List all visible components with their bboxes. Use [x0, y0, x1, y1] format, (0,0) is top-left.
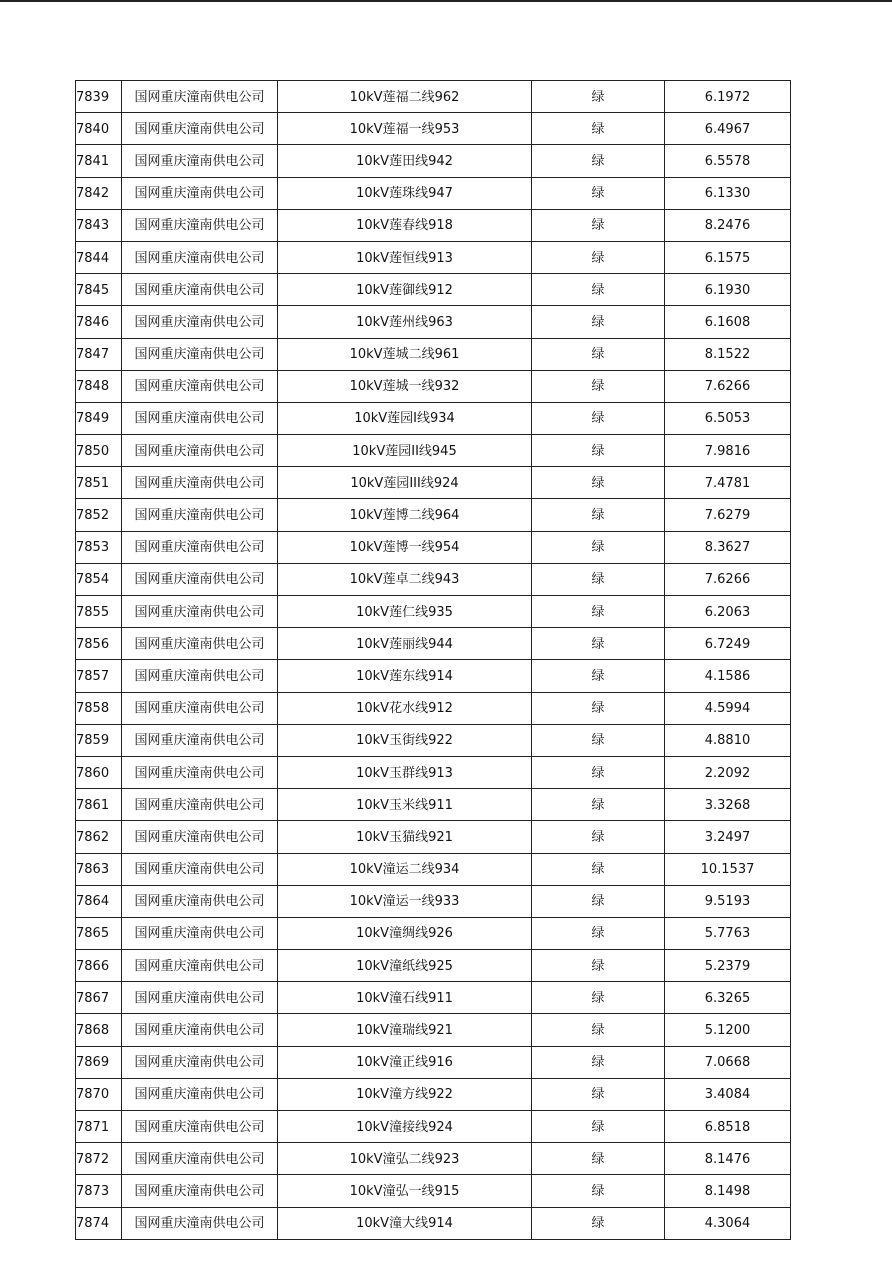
company-cell: 国网重庆潼南供电公司 — [122, 982, 278, 1014]
table-row — [76, 1046, 791, 1078]
line-name-cell: 10kV潼纸线925 — [278, 950, 532, 982]
line-name-cell: 10kV花水线912 — [278, 692, 532, 724]
row-id-cell: 7857 — [76, 660, 122, 692]
status-color-cell: 绿 — [532, 1046, 665, 1078]
company-cell: 国网重庆潼南供电公司 — [122, 789, 278, 821]
company-cell: 国网重庆潼南供电公司 — [122, 1046, 278, 1078]
value-cell: 2.2092 — [665, 756, 791, 788]
row-id-cell: 7845 — [76, 274, 122, 306]
value-cell: 7.0668 — [665, 1046, 791, 1078]
table-row — [76, 402, 791, 434]
line-name-cell: 10kV潼石线911 — [278, 982, 532, 1014]
line-name-cell: 10kV潼运一线933 — [278, 885, 532, 917]
status-color-cell: 绿 — [532, 660, 665, 692]
value-cell: 5.2379 — [665, 950, 791, 982]
value-cell: 4.5994 — [665, 692, 791, 724]
company-cell: 国网重庆潼南供电公司 — [122, 1078, 278, 1110]
company-cell: 国网重庆潼南供电公司 — [122, 370, 278, 402]
line-name-cell: 10kV莲丽线944 — [278, 628, 532, 660]
row-id-cell: 7870 — [76, 1078, 122, 1110]
company-cell: 国网重庆潼南供电公司 — [122, 402, 278, 434]
status-color-cell: 绿 — [532, 338, 665, 370]
status-color-cell: 绿 — [532, 499, 665, 531]
status-color-cell: 绿 — [532, 81, 665, 113]
status-color-cell: 绿 — [532, 596, 665, 628]
value-cell: 6.5578 — [665, 145, 791, 177]
table-row — [76, 209, 791, 241]
row-id-cell: 7846 — [76, 306, 122, 338]
value-cell: 7.6266 — [665, 563, 791, 595]
table-row — [76, 338, 791, 370]
line-name-cell: 10kV莲园I线934 — [278, 402, 532, 434]
line-name-cell: 10kV潼弘一线915 — [278, 1175, 532, 1207]
line-name-cell: 10kV莲园III线924 — [278, 467, 532, 499]
company-cell: 国网重庆潼南供电公司 — [122, 724, 278, 756]
company-cell: 国网重庆潼南供电公司 — [122, 531, 278, 563]
row-id-cell: 7850 — [76, 435, 122, 467]
data-table — [75, 80, 791, 1240]
row-id-cell: 7860 — [76, 756, 122, 788]
value-cell: 10.1537 — [665, 853, 791, 885]
status-color-cell: 绿 — [532, 402, 665, 434]
company-cell: 国网重庆潼南供电公司 — [122, 1207, 278, 1239]
company-cell: 国网重庆潼南供电公司 — [122, 660, 278, 692]
value-cell: 6.1575 — [665, 241, 791, 273]
table-row — [76, 81, 791, 113]
line-name-cell: 10kV莲御线912 — [278, 274, 532, 306]
status-color-cell: 绿 — [532, 1111, 665, 1143]
value-cell: 7.6266 — [665, 370, 791, 402]
status-color-cell: 绿 — [532, 628, 665, 660]
company-cell: 国网重庆潼南供电公司 — [122, 950, 278, 982]
table-row — [76, 370, 791, 402]
row-id-cell: 7862 — [76, 821, 122, 853]
company-cell: 国网重庆潼南供电公司 — [122, 1175, 278, 1207]
company-cell: 国网重庆潼南供电公司 — [122, 145, 278, 177]
status-color-cell: 绿 — [532, 306, 665, 338]
row-id-cell: 7861 — [76, 789, 122, 821]
status-color-cell: 绿 — [532, 274, 665, 306]
value-cell: 8.3627 — [665, 531, 791, 563]
line-name-cell: 10kV莲城二线961 — [278, 338, 532, 370]
status-color-cell: 绿 — [532, 177, 665, 209]
status-color-cell: 绿 — [532, 950, 665, 982]
table-row — [76, 499, 791, 531]
value-cell: 7.6279 — [665, 499, 791, 531]
row-id-cell: 7851 — [76, 467, 122, 499]
row-id-cell: 7839 — [76, 81, 122, 113]
status-color-cell: 绿 — [532, 789, 665, 821]
status-color-cell: 绿 — [532, 113, 665, 145]
row-id-cell: 7873 — [76, 1175, 122, 1207]
table-body — [76, 81, 791, 1240]
value-cell: 4.1586 — [665, 660, 791, 692]
value-cell: 6.4967 — [665, 113, 791, 145]
row-id-cell: 7864 — [76, 885, 122, 917]
table-row — [76, 274, 791, 306]
table-row — [76, 885, 791, 917]
company-cell: 国网重庆潼南供电公司 — [122, 499, 278, 531]
line-name-cell: 10kV莲博一线954 — [278, 531, 532, 563]
value-cell: 6.1330 — [665, 177, 791, 209]
row-id-cell: 7841 — [76, 145, 122, 177]
company-cell: 国网重庆潼南供电公司 — [122, 1014, 278, 1046]
table-row — [76, 113, 791, 145]
row-id-cell: 7874 — [76, 1207, 122, 1239]
table-row — [76, 145, 791, 177]
table-row — [76, 467, 791, 499]
table-row — [76, 1207, 791, 1239]
line-name-cell: 10kV莲福一线953 — [278, 113, 532, 145]
value-cell: 6.1930 — [665, 274, 791, 306]
value-cell: 6.3265 — [665, 982, 791, 1014]
line-name-cell: 10kV莲珠线947 — [278, 177, 532, 209]
row-id-cell: 7866 — [76, 950, 122, 982]
line-name-cell: 10kV玉猫线921 — [278, 821, 532, 853]
line-name-cell: 10kV莲城一线932 — [278, 370, 532, 402]
value-cell: 8.1498 — [665, 1175, 791, 1207]
row-id-cell: 7872 — [76, 1143, 122, 1175]
status-color-cell: 绿 — [532, 1207, 665, 1239]
table-row — [76, 692, 791, 724]
value-cell: 7.4781 — [665, 467, 791, 499]
row-id-cell: 7853 — [76, 531, 122, 563]
row-id-cell: 7842 — [76, 177, 122, 209]
row-id-cell: 7848 — [76, 370, 122, 402]
status-color-cell: 绿 — [532, 756, 665, 788]
value-cell: 6.5053 — [665, 402, 791, 434]
table-row — [76, 950, 791, 982]
value-cell: 9.5193 — [665, 885, 791, 917]
value-cell: 8.1476 — [665, 1143, 791, 1175]
line-name-cell: 10kV潼绸线926 — [278, 917, 532, 949]
company-cell: 国网重庆潼南供电公司 — [122, 338, 278, 370]
status-color-cell: 绿 — [532, 917, 665, 949]
line-name-cell: 10kV潼方线922 — [278, 1078, 532, 1110]
status-color-cell: 绿 — [532, 467, 665, 499]
company-cell: 国网重庆潼南供电公司 — [122, 1111, 278, 1143]
company-cell: 国网重庆潼南供电公司 — [122, 81, 278, 113]
row-id-cell: 7844 — [76, 241, 122, 273]
value-cell: 3.2497 — [665, 821, 791, 853]
row-id-cell: 7858 — [76, 692, 122, 724]
row-id-cell: 7869 — [76, 1046, 122, 1078]
line-name-cell: 10kV莲博二线964 — [278, 499, 532, 531]
status-color-cell: 绿 — [532, 531, 665, 563]
value-cell: 5.1200 — [665, 1014, 791, 1046]
status-color-cell: 绿 — [532, 724, 665, 756]
value-cell: 6.8518 — [665, 1111, 791, 1143]
line-name-cell: 10kV莲园II线945 — [278, 435, 532, 467]
line-name-cell: 10kV潼瑞线921 — [278, 1014, 532, 1046]
status-color-cell: 绿 — [532, 241, 665, 273]
company-cell: 国网重庆潼南供电公司 — [122, 435, 278, 467]
company-cell: 国网重庆潼南供电公司 — [122, 1143, 278, 1175]
company-cell: 国网重庆潼南供电公司 — [122, 821, 278, 853]
line-name-cell: 10kV莲田线942 — [278, 145, 532, 177]
company-cell: 国网重庆潼南供电公司 — [122, 113, 278, 145]
company-cell: 国网重庆潼南供电公司 — [122, 241, 278, 273]
row-id-cell: 7859 — [76, 724, 122, 756]
value-cell: 4.8810 — [665, 724, 791, 756]
value-cell: 8.2476 — [665, 209, 791, 241]
table-row — [76, 241, 791, 273]
table-row — [76, 821, 791, 853]
status-color-cell: 绿 — [532, 435, 665, 467]
value-cell: 6.2063 — [665, 596, 791, 628]
row-id-cell: 7863 — [76, 853, 122, 885]
value-cell: 7.9816 — [665, 435, 791, 467]
table-row — [76, 1143, 791, 1175]
table-row — [76, 982, 791, 1014]
company-cell: 国网重庆潼南供电公司 — [122, 885, 278, 917]
table-row — [76, 531, 791, 563]
value-cell: 4.3064 — [665, 1207, 791, 1239]
table-row — [76, 724, 791, 756]
table-row — [76, 1111, 791, 1143]
value-cell: 6.1972 — [665, 81, 791, 113]
line-name-cell: 10kV玉街线922 — [278, 724, 532, 756]
value-cell: 3.3268 — [665, 789, 791, 821]
line-name-cell: 10kV莲东线914 — [278, 660, 532, 692]
row-id-cell: 7843 — [76, 209, 122, 241]
table-row — [76, 756, 791, 788]
table-row — [76, 435, 791, 467]
status-color-cell: 绿 — [532, 1143, 665, 1175]
row-id-cell: 7847 — [76, 338, 122, 370]
value-cell: 6.1608 — [665, 306, 791, 338]
company-cell: 国网重庆潼南供电公司 — [122, 467, 278, 499]
company-cell: 国网重庆潼南供电公司 — [122, 596, 278, 628]
table-row — [76, 917, 791, 949]
table-row — [76, 563, 791, 595]
table-row — [76, 596, 791, 628]
status-color-cell: 绿 — [532, 145, 665, 177]
company-cell: 国网重庆潼南供电公司 — [122, 917, 278, 949]
row-id-cell: 7865 — [76, 917, 122, 949]
page-top-border — [0, 0, 892, 2]
company-cell: 国网重庆潼南供电公司 — [122, 274, 278, 306]
table-row — [76, 306, 791, 338]
status-color-cell: 绿 — [532, 1078, 665, 1110]
line-name-cell: 10kV莲州线963 — [278, 306, 532, 338]
table-row — [76, 1078, 791, 1110]
row-id-cell: 7868 — [76, 1014, 122, 1046]
table-row — [76, 628, 791, 660]
status-color-cell: 绿 — [532, 885, 665, 917]
line-name-cell: 10kV莲福二线962 — [278, 81, 532, 113]
company-cell: 国网重庆潼南供电公司 — [122, 628, 278, 660]
table-row — [76, 789, 791, 821]
status-color-cell: 绿 — [532, 982, 665, 1014]
value-cell: 6.7249 — [665, 628, 791, 660]
company-cell: 国网重庆潼南供电公司 — [122, 756, 278, 788]
status-color-cell: 绿 — [532, 1175, 665, 1207]
row-id-cell: 7840 — [76, 113, 122, 145]
row-id-cell: 7852 — [76, 499, 122, 531]
status-color-cell: 绿 — [532, 853, 665, 885]
table-row — [76, 1014, 791, 1046]
row-id-cell: 7849 — [76, 402, 122, 434]
status-color-cell: 绿 — [532, 209, 665, 241]
value-cell: 8.1522 — [665, 338, 791, 370]
line-name-cell: 10kV莲春线918 — [278, 209, 532, 241]
row-id-cell: 7856 — [76, 628, 122, 660]
line-name-cell: 10kV潼大线914 — [278, 1207, 532, 1239]
row-id-cell: 7855 — [76, 596, 122, 628]
line-name-cell: 10kV莲仁线935 — [278, 596, 532, 628]
line-name-cell: 10kV玉米线911 — [278, 789, 532, 821]
table-row — [76, 853, 791, 885]
line-name-cell: 10kV潼正线916 — [278, 1046, 532, 1078]
line-name-cell: 10kV潼接线924 — [278, 1111, 532, 1143]
line-name-cell: 10kV玉群线913 — [278, 756, 532, 788]
status-color-cell: 绿 — [532, 692, 665, 724]
company-cell: 国网重庆潼南供电公司 — [122, 177, 278, 209]
row-id-cell: 7867 — [76, 982, 122, 1014]
company-cell: 国网重庆潼南供电公司 — [122, 563, 278, 595]
row-id-cell: 7854 — [76, 563, 122, 595]
value-cell: 3.4084 — [665, 1078, 791, 1110]
value-cell: 5.7763 — [665, 917, 791, 949]
status-color-cell: 绿 — [532, 1014, 665, 1046]
status-color-cell: 绿 — [532, 370, 665, 402]
table-row — [76, 660, 791, 692]
line-name-cell: 10kV潼运二线934 — [278, 853, 532, 885]
company-cell: 国网重庆潼南供电公司 — [122, 692, 278, 724]
company-cell: 国网重庆潼南供电公司 — [122, 209, 278, 241]
status-color-cell: 绿 — [532, 821, 665, 853]
line-name-cell: 10kV莲恒线913 — [278, 241, 532, 273]
company-cell: 国网重庆潼南供电公司 — [122, 853, 278, 885]
row-id-cell: 7871 — [76, 1111, 122, 1143]
table-row — [76, 177, 791, 209]
line-name-cell: 10kV潼弘二线923 — [278, 1143, 532, 1175]
line-name-cell: 10kV莲卓二线943 — [278, 563, 532, 595]
company-cell: 国网重庆潼南供电公司 — [122, 306, 278, 338]
status-color-cell: 绿 — [532, 563, 665, 595]
table-row — [76, 1175, 791, 1207]
